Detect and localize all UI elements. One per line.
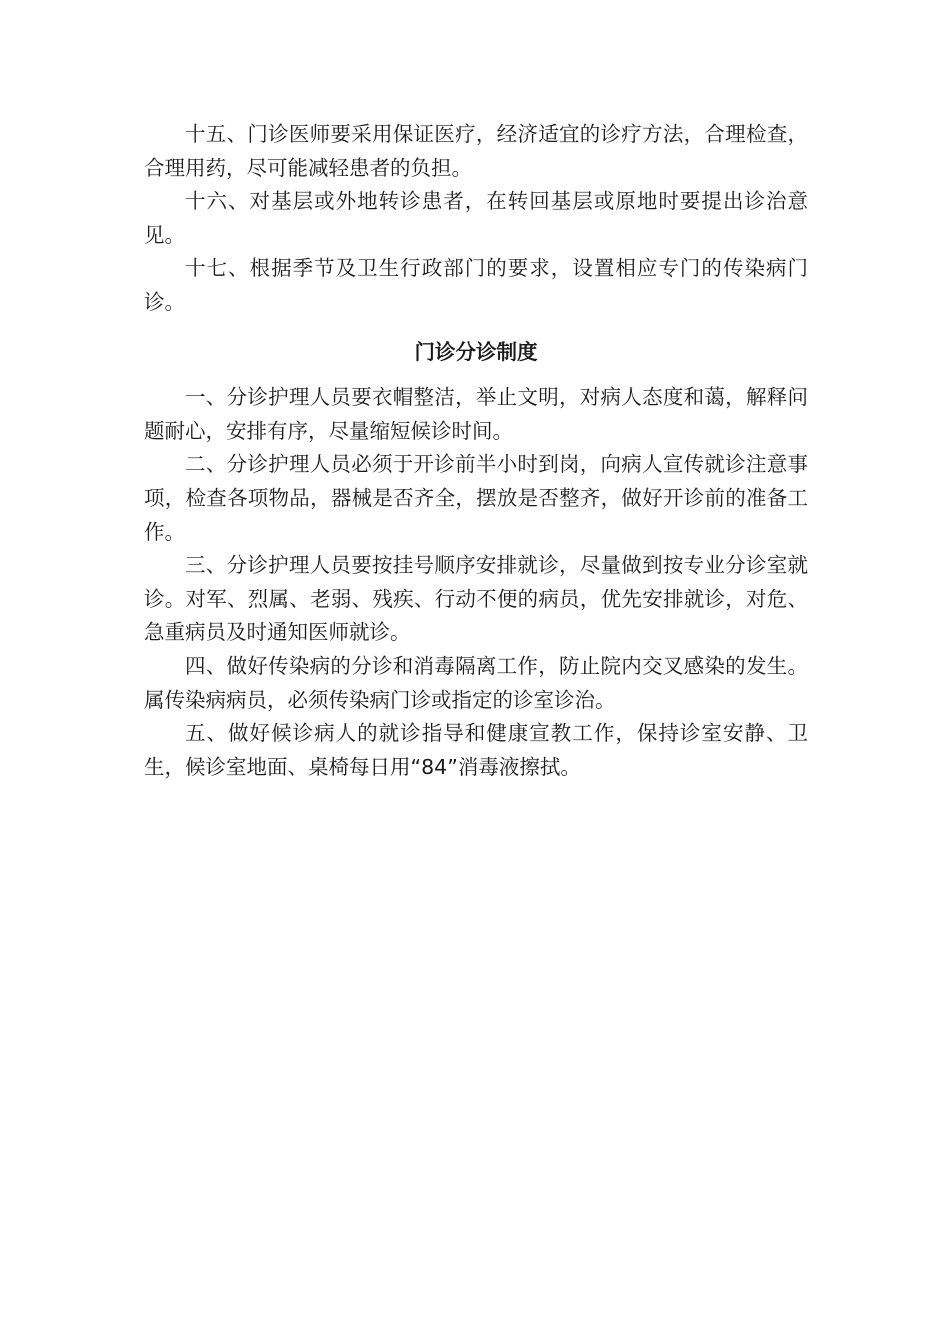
document-page bbox=[144, 118, 808, 784]
paragraph-15: 十五、门诊医师要采用保证医疗，经济适宜的诊疗方法，合理检查，合理用药，尽可能减轻患者的负担。 bbox=[144, 122, 808, 180]
paragraph-17: 十七、根据季节及卫生行政部门的要求，设置相应专门的传染病门诊。 bbox=[144, 256, 808, 314]
paragraph-3: 三、分诊护理人员要按挂号顺序安排就诊，尽量做到按专业分诊室就诊。对军、烈属、老弱、残疾、行动不便的病员，优先安排就诊，对危、急重病员及时通知医师就诊。 bbox=[144, 553, 808, 645]
paragraph-2: 二、分诊护理人员必须于开诊前半小时到岗，向病人宣传就诊注意事项，检查各项物品，器械是否齐全，摆放是否整齐，做好开诊前的准备工作。 bbox=[144, 452, 808, 544]
paragraph-4: 四、做好传染病的分诊和消毒隔离工作，防止院内交叉感染的发生。属传染病病员，必须传染病门诊或指定的诊室诊治。 bbox=[144, 653, 808, 712]
paragraph-1: 一、分诊护理人员要衣帽整洁，举止文明，对病人态度和蔼，解释问题耐心，安排有序，尽量缩短候诊时间。 bbox=[144, 385, 808, 443]
paragraph-16: 十六、对基层或外地转诊患者，在转回基层或原地时要提出诊治意见。 bbox=[144, 189, 808, 247]
paragraph-5: 五、做好候诊病人的就诊指导和健康宣教工作，保持诊室安静、卫生，候诊室地面、桌椅每日用“84”消毒液擦拭。 bbox=[144, 721, 808, 779]
section-title: 门诊分诊制度 bbox=[414, 339, 538, 364]
